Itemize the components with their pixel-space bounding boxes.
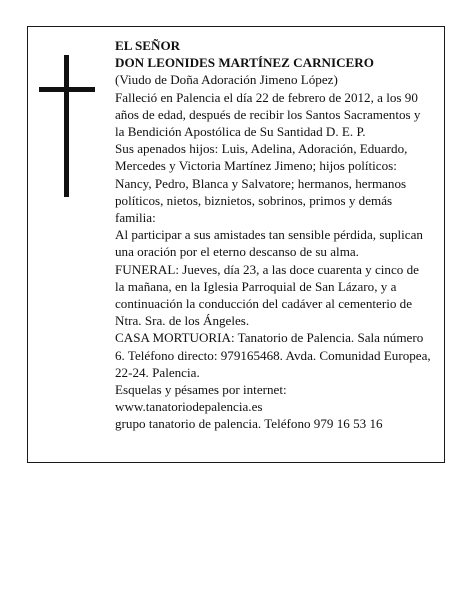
deceased-name: DON LEONIDES MARTÍNEZ CARNICERO [115,55,374,71]
cross-icon [64,55,69,197]
cross-icon-crossbar [39,87,95,92]
funeral-home-info: CASA MORTUORIA: Tanatorio de Palencia. Sala número 6. Teléfono directo: 979165468. Avda. Comunidad Europea, 22-24. Palencia. [115,330,431,380]
group-phone: grupo tanatorio de palencia. Teléfono 979 16 53 16 [115,416,383,432]
death-notice: Falleció en Palencia el día 22 de febrero de 2012, a los 90 años de edad, después de recibir los Santos Sacramentos y la Bendición Apostólica de Su Santidad D. E. P. [115,89,421,140]
family-list: Sus apenados hijos: Luis, Adelina, Adoración, Eduardo, Mercedes y Victoria Martínez Jimeno; hijos políticos: Nancy, Pedro, Blanca y Salvatore; hermanos, hermanos políticos, nietos, biznietos, sobrinos, primos y demás familia: [115,141,408,226]
title-line: EL SEÑOR [115,38,181,53]
prayer-request: Al participar a sus amistades tan sensible pérdida, suplican una oración por el eterno descanso de su alma. [115,227,423,260]
widow-line: (Viudo de Doña Adoración Jimeno López) [115,72,338,88]
funeral-info: FUNERAL: Jueves, día 23, a las doce cuarenta y cinco de la mañana, en la Iglesia Parroquial de San Lázaro, y a continuación la conducción del cadáver al cementerio de Ntra. Sra. de los Ángeles. [115,261,419,329]
obituary-text [115,37,431,433]
internet-label: Esquelas y pésames por internet: [115,382,287,398]
website-link[interactable]: www.tanatoriodepalencia.es [115,399,263,415]
